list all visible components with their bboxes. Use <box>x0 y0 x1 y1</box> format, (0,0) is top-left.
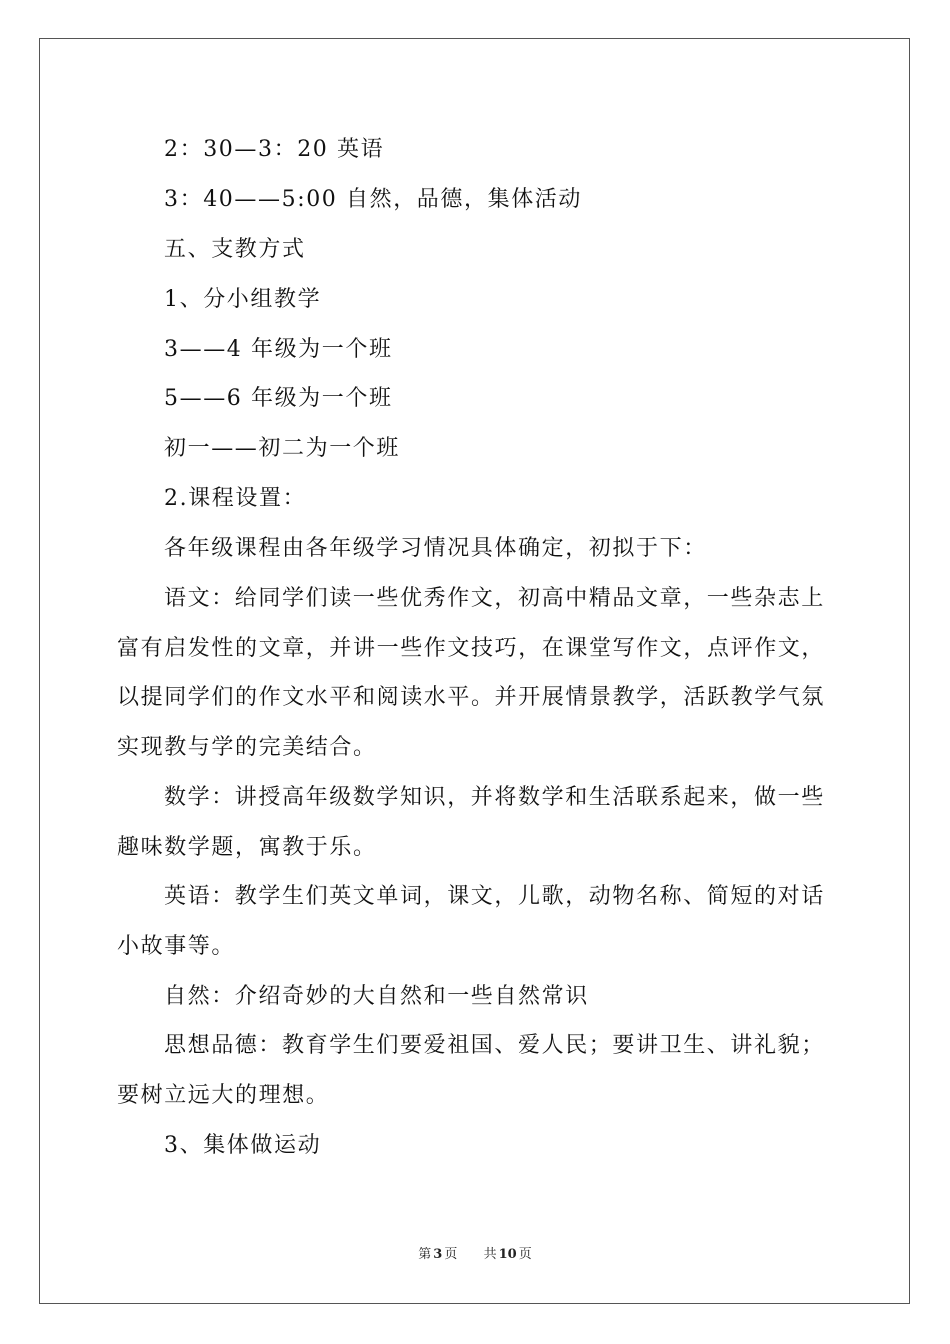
total-pages: 10 <box>498 1247 517 1262</box>
paragraph-line: 英语：教学生们英文单词，课文，儿歌，动物名称、简短的对话 <box>164 884 825 909</box>
text-line: 5——6 年级为一个班 <box>164 386 393 411</box>
page-number: 3 <box>433 1247 443 1262</box>
text-line: 3：40——5:00 自然，品德，集体活动 <box>164 187 582 212</box>
paragraph-line: 小故事等。 <box>117 934 236 959</box>
paragraph-line: 以提同学们的作文水平和阅读水平。并开展情景教学，活跃教学气氛 <box>117 685 826 710</box>
paragraph-line: 趣味数学题，寓教于乐。 <box>117 835 377 860</box>
text-line: 3——4 年级为一个班 <box>164 337 393 362</box>
page-suffix: 页 <box>444 1247 458 1262</box>
page-footer <box>0 1246 950 1264</box>
paragraph-line: 思想品德：教育学生们要爱祖国、爱人民；要讲卫生、讲礼貌； <box>164 1033 825 1058</box>
paragraph-line: 自然：介绍奇妙的大自然和一些自然常识 <box>164 984 589 1009</box>
page-border <box>39 38 910 1304</box>
paragraph-line: 富有启发性的文章，并讲一些作文技巧，在课堂写作文，点评作文， <box>117 636 826 661</box>
text-line: 2：30—3：20 英语 <box>164 137 385 162</box>
paragraph-line: 语文：给同学们读一些优秀作文，初高中精品文章，一些杂志上 <box>164 586 825 611</box>
text-line: 各年级课程由各年级学习情况具体确定，初拟于下： <box>164 536 707 561</box>
total-suffix: 页 <box>518 1247 532 1262</box>
paragraph-line: 数学：讲授高年级数学知识，并将数学和生活联系起来，做一些 <box>164 785 825 810</box>
text-line: 2.课程设置： <box>164 486 307 511</box>
total-prefix: 共 <box>483 1247 497 1262</box>
paragraph-line: 要树立远大的理想。 <box>117 1083 330 1108</box>
text-line: 1、分小组教学 <box>164 287 322 312</box>
section-heading: 五、支教方式 <box>164 237 306 262</box>
page-prefix: 第 <box>418 1247 432 1262</box>
paragraph-line: 实现教与学的完美结合。 <box>117 735 377 760</box>
text-line: 初一——初二为一个班 <box>164 436 401 461</box>
text-line: 3、集体做运动 <box>164 1133 322 1158</box>
